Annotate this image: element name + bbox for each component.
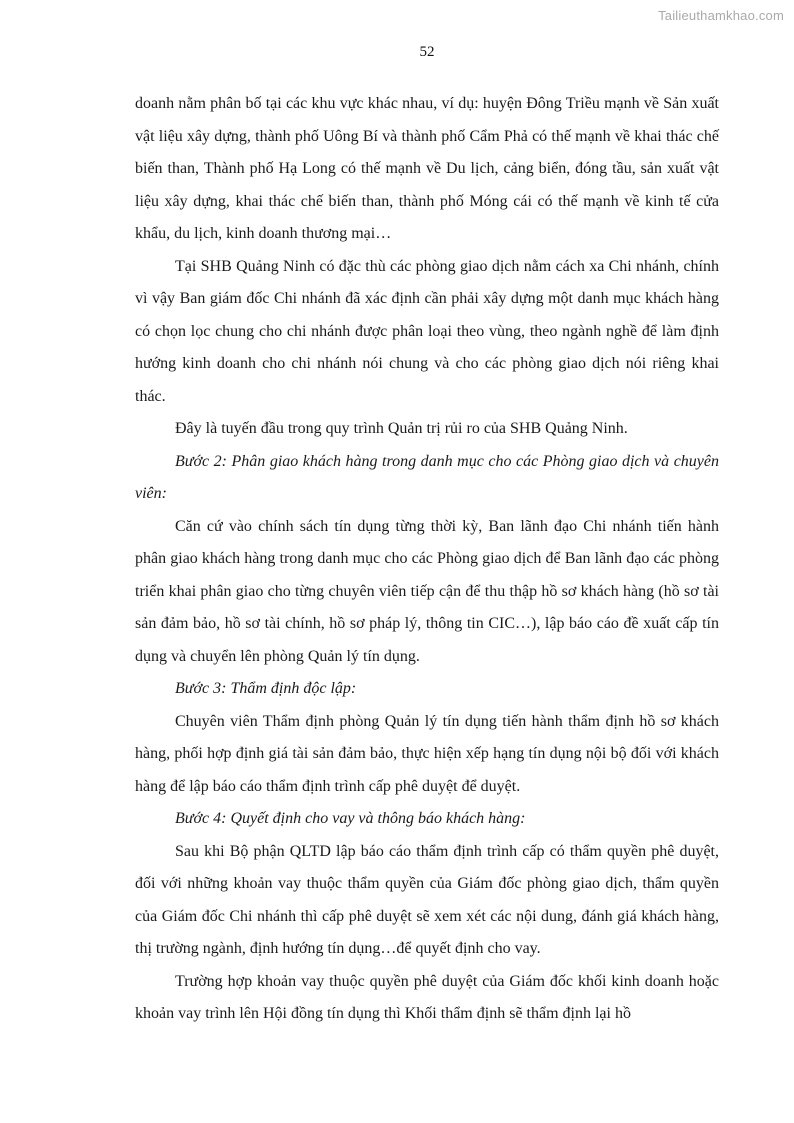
paragraph-step-heading: Bước 3: Thẩm định độc lập: bbox=[175, 680, 357, 697]
paragraph: Tại SHB Quảng Ninh có đặc thù các phòng giao dịch nằm cách xa Chi nhánh, chính vì vậy Ban giám đốc Chi nhánh đã xác định cần phải xây dựng một danh mục khách hàng có chọn lọc chung cho chi nhánh được phân loại theo vùng, theo ngành nghề để làm định hướng kinh doanh cho chi nhánh nói chung và cho các phòng giao dịch nói riêng khai thác. bbox=[135, 257, 719, 405]
paragraph-step-heading: Bước 4: Quyết định cho vay và thông báo khách hàng: bbox=[175, 810, 526, 827]
paragraph: Chuyên viên Thẩm định phòng Quản lý tín dụng tiến hành thẩm định hồ sơ khách hàng, phối hợp định giá tài sản đảm bảo, thực hiện xếp hạng tín dụng nội bộ đối với khách hàng để lập báo cáo thẩm định trình cấp phê duyệt để duyệt. bbox=[135, 712, 719, 795]
paragraph: doanh nằm phân bố tại các khu vực khác nhau, ví dụ: huyện Đông Triều mạnh về Sản xuất vật liệu xây dựng, thành phố Uông Bí và thành phố Cẩm Phả có thế mạnh về khai thác chế biến than, Thành phố Hạ Long có thế mạnh về Du lịch, cảng biển, đóng tầu, sản xuất vật liệu xây dựng, khai thác chế biến than, thành phố Móng cái có thế mạnh về kinh tế cửa khẩu, du lịch, kinh doanh thương mại… bbox=[135, 95, 719, 242]
watermark: Tailieuthamkhao.com bbox=[658, 8, 784, 23]
paragraph: Đây là tuyến đầu trong quy trình Quản trị rủi ro của SHB Quảng Ninh. bbox=[175, 420, 628, 437]
page-content bbox=[135, 88, 719, 1031]
page-number: 52 bbox=[419, 44, 435, 60]
paragraph-step-heading: Bước 2: Phân giao khách hàng trong danh mục cho các Phòng giao dịch và chuyên viên: bbox=[135, 452, 719, 502]
paragraph: Căn cứ vào chính sách tín dụng từng thời kỳ, Ban lãnh đạo Chi nhánh tiến hành phân giao khách hàng trong danh mục cho các Phòng giao dịch để Ban lãnh đạo các phòng triển khai phân giao cho từng chuyên viên tiếp cận để thu thập hồ sơ khách hàng (hồ sơ tài sản đảm bảo, hồ sơ tài chính, hồ sơ pháp lý, thông tin CIC…), lập báo cáo đề xuất cấp tín dụng và chuyển lên phòng Quản lý tín dụng. bbox=[135, 517, 719, 665]
paragraph: Trường hợp khoản vay thuộc quyền phê duyệt của Giám đốc khối kinh doanh hoặc khoản vay trình lên Hội đồng tín dụng thì Khối thẩm định sẽ thẩm định lại hồ bbox=[135, 972, 719, 1022]
paragraph: Sau khi Bộ phận QLTD lập báo cáo thẩm định trình cấp có thẩm quyền phê duyệt, đối với những khoản vay thuộc thẩm quyền của Giám đốc phòng giao dịch, thẩm quyền của Giám đốc Chi nhánh thì cấp phê duyệt sẽ xem xét các nội dung, đánh giá khách hàng, thị trường ngành, định hướng tín dụng…để quyết định cho vay. bbox=[135, 842, 719, 957]
